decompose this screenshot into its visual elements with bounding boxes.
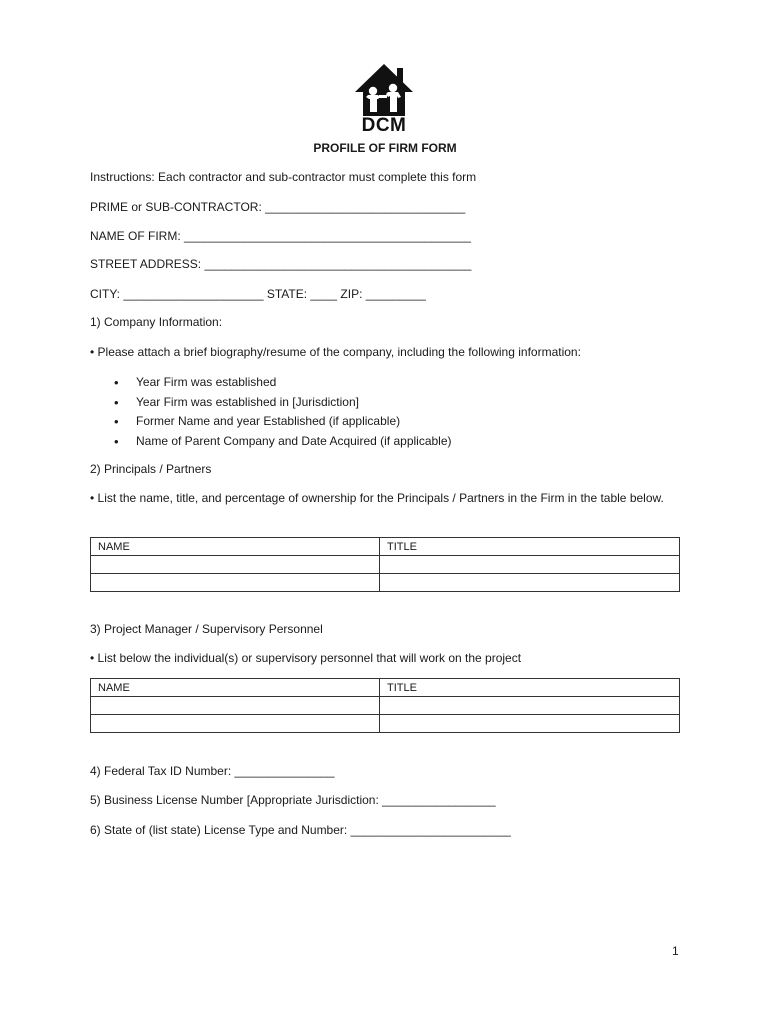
- table-row: [91, 697, 680, 715]
- name-column-header: NAME: [91, 679, 380, 697]
- state-license-field[interactable]: 6) State of (list state) License Type and Number: ________________________: [90, 823, 511, 837]
- section-3-heading: 3) Project Manager / Supervisory Personnel: [90, 622, 323, 636]
- list-item: • Year Firm was established in [Jurisdiction]: [90, 393, 452, 413]
- table-cell[interactable]: [380, 715, 680, 733]
- table-header-row: [91, 679, 680, 697]
- title-column-header: TITLE: [380, 538, 680, 556]
- table-cell[interactable]: [91, 556, 380, 574]
- page-title: PROFILE OF FIRM FORM: [313, 141, 457, 155]
- business-license-field[interactable]: 5) Business License Number [Appropriate Jurisdiction: _________________: [90, 793, 496, 807]
- table-row: [91, 556, 680, 574]
- table-cell[interactable]: [91, 574, 380, 592]
- list-item: • Name of Parent Company and Date Acquired (if applicable): [90, 432, 452, 452]
- section-1-bullet: • Please attach a brief biography/resume of the company, including the following information:: [90, 345, 581, 359]
- prime-sub-field[interactable]: PRIME or SUB-CONTRACTOR: ______________________________: [90, 200, 466, 214]
- table-row: [91, 715, 680, 733]
- section-1-heading: 1) Company Information:: [90, 315, 223, 329]
- list-item: • Year Firm was established: [90, 373, 452, 393]
- page-number: 1: [672, 944, 679, 958]
- name-column-header: NAME: [91, 538, 380, 556]
- table-cell[interactable]: [91, 697, 380, 715]
- table-cell[interactable]: [380, 574, 680, 592]
- title-column-header: TITLE: [380, 679, 680, 697]
- table-cell[interactable]: [380, 556, 680, 574]
- section-2-heading: 2) Principals / Partners: [90, 462, 212, 476]
- firm-name-field[interactable]: NAME OF FIRM: ___________________________________________: [90, 229, 471, 243]
- instructions-text: Instructions: Each contractor and sub-contractor must complete this form: [90, 170, 477, 184]
- section-2-bullet: • List the name, title, and percentage of ownership for the Principals / Partners in the Firm in the table below.: [90, 491, 664, 505]
- dcm-logo: [353, 62, 415, 138]
- federal-tax-id-field[interactable]: 4) Federal Tax ID Number: _______________: [90, 764, 335, 778]
- logo-text: DCM: [361, 115, 407, 136]
- table-header-row: [91, 538, 680, 556]
- table-row: [91, 574, 680, 592]
- section-3-bullet: • List below the individual(s) or supervisory personnel that will work on the project: [90, 651, 522, 665]
- city-state-zip-field[interactable]: CITY: _____________________ STATE: ____ ZIP: _________: [90, 287, 426, 301]
- table-cell[interactable]: [380, 697, 680, 715]
- company-info-list: [90, 373, 452, 451]
- house-family-icon: [353, 62, 415, 118]
- personnel-table: [90, 678, 680, 733]
- street-address-field[interactable]: STREET ADDRESS: ________________________________________: [90, 257, 472, 271]
- principals-table: [90, 537, 680, 592]
- table-cell[interactable]: [91, 715, 380, 733]
- list-item: • Former Name and year Established (if applicable): [90, 412, 452, 432]
